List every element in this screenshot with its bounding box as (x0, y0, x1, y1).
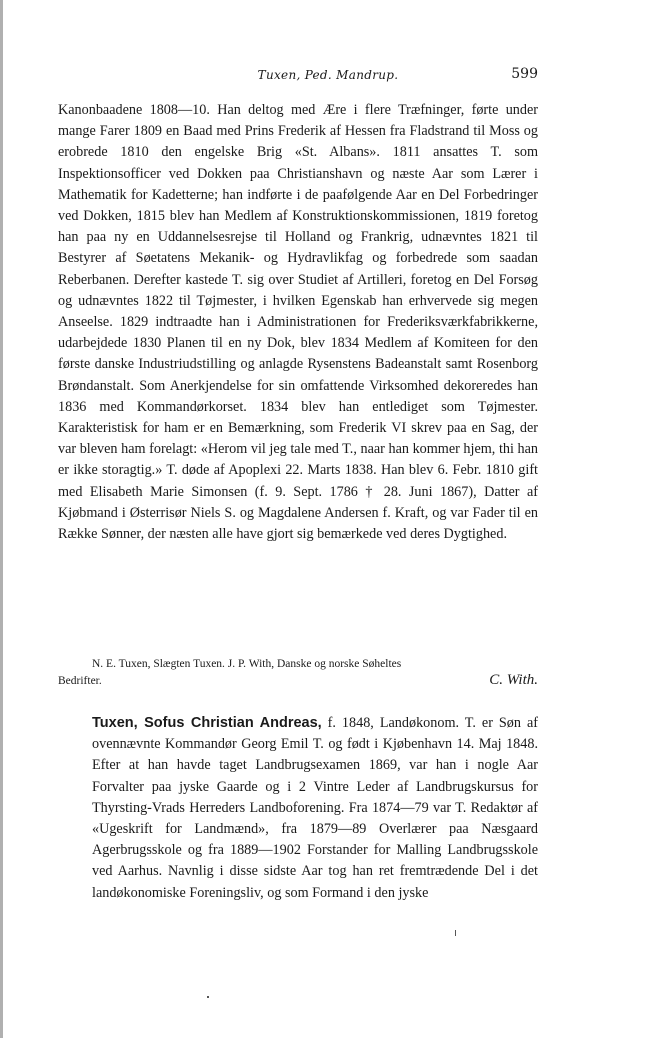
sources-line: N. E. Tuxen, Slægten Tuxen. J. P. With, Danske og norske Søheltes (92, 658, 402, 670)
entry-paragraph (58, 713, 538, 904)
page-number: 599 (511, 66, 538, 82)
entry-ped-mandrup-continued (58, 100, 538, 545)
scan-speck (455, 930, 456, 936)
running-header (0, 66, 656, 86)
entry-sofus-tuxen (58, 713, 538, 904)
entry-body: Kanonbaadene 1808—10. Han deltog med Ære i flere Træfninger, førte under mange Farer 1809 en Baad med Prins Frederik af Hessen fra Fladstrand til Moss og erobrede 1810 den engelske Brig «St. Albans». 1811 ansattes T. som Inspektionsofficer ved Dokken paa Christianshavn og næste Aar som Lærer i Mathematik for Kadetterne; han indførte i de paafølgende Aar en Del Forbedringer ved Dokken, 1815 blev han Medlem af Konstruktionskommissionen, 1819 foretog han paa ny en Uddannelsesrejse til Holland og Frankrig, udnævntes 1821 til Bestyrer af Søetatens Mekanik- og Hydravlikfag og forbedrede som saadan Reberbanen. Derefter kastede T. sig over Studiet af Artilleri, foretog en Del Forsøg og udnævntes 1822 til Tøjmester, i hvilken Egenskab han erhvervede sig megen Anseelse. 1829 indtraadte han i Administrationen for Frederiksværkfabrikkerne, udarbejdede 1830 Planen til en ny Dok, blev 1834 Medlem af Komiteen for den første danske Industriudstilling og anlagde Rysenstens Badeanstalt samt Rosenborg Brøndanstalt. Som Anerkjendelse for sin omfattende Virksomhed dekoreredes han 1836 med Kommandørkorset. 1834 blev han entlediget som Tøjmester. Karakteristisk for ham er en Bemærkning, som Frederik VI skrev paa en Sag, der var bleven ham forelagt: «Herom vil jeg tale med T., naar han kommer hjem, thi han er ikke storagtig.» T. døde af Apoplexi 22. Marts 1838. Han blev 6. Febr. 1810 gift med Elisabeth Marie Simonsen (f. 9. Sept. 1786 † 28. Juni 1867), Datter af Kjøbmand i Østerrisør Niels S. og Magdalene Andersen f. Kraft, og var Fader til en Række Sønner, der næsten alle have gjort sig bemærkede ved deres Dygtighed. (58, 102, 538, 543)
entry-body: f. 1848, Landøkonom. T. er Søn af ovennævnte Kommandør Georg Emil T. og født i Kjøbenhavn 14. Maj 1848. Efter at han havde taget Landbrugsexamen 1869, var han i nogle Aar Forvalter paa jyske Gaarde og i 2 Vintre Leder af Landbrugskursus for Thyrsting-Vrads Herreders Landboforening. Fra 1874—79 var T. Redaktør af «Ugeskrift for Landmænd», fra 1879—89 Overlærer paa Næsgaard Agerbrugsskole og fra 1889—1902 Forstander for Malling Landbrugsskole ved Aarhus. Navnlig i disse sidste Aar tog han ret fremtrædende Del i det landøkonomiske Foreningsliv, og som Formand i den jyske (92, 715, 538, 901)
author-signature: C. With. (489, 672, 538, 688)
sources-line: Bedrifter. (58, 675, 102, 687)
running-title: Tuxen, Ped. Mandrup. (257, 68, 399, 82)
scan-speck (207, 996, 209, 998)
page-edge-shadow (0, 0, 3, 1038)
sources-note (58, 656, 538, 690)
entry-headword: Tuxen, Sofus Christian Andreas, (92, 715, 322, 731)
